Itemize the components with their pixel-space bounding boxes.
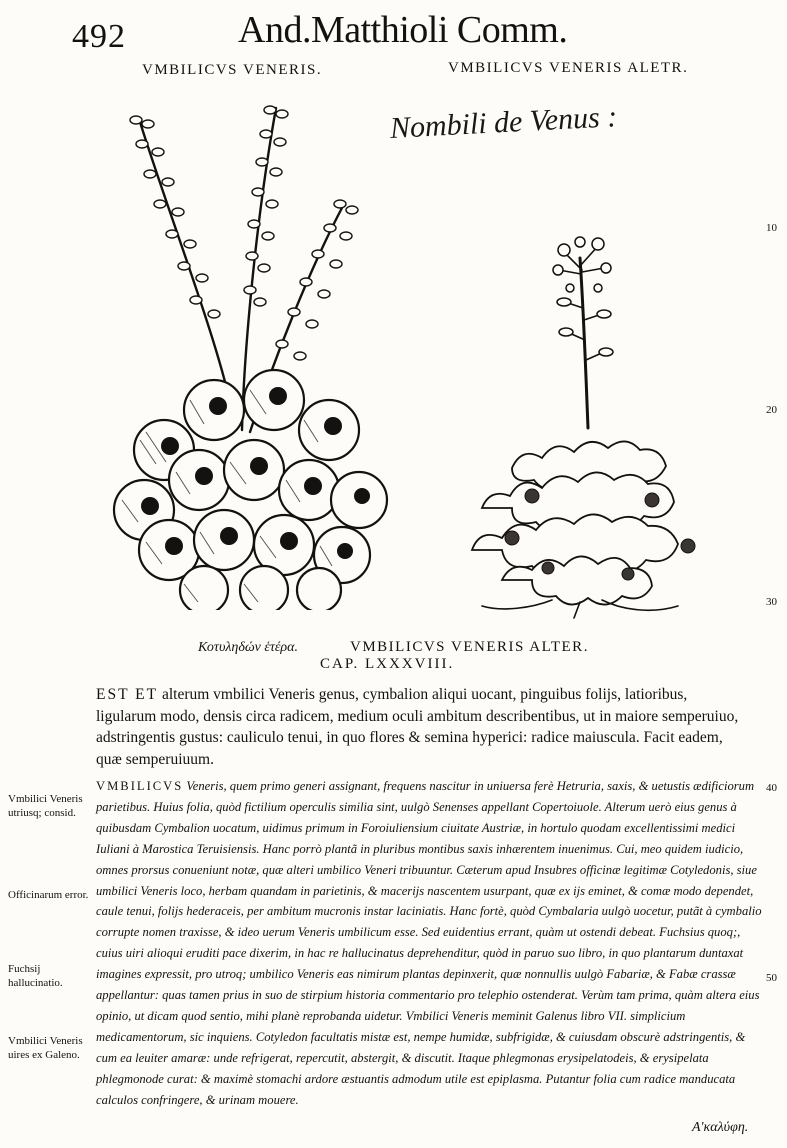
catchword: Α'καλύφη. (692, 1120, 749, 1135)
line-number-10: 10 (766, 222, 777, 234)
chapter-heading: CAP. LXXXVIII. (320, 656, 455, 672)
umbilicus-veneris-alter-illustration (452, 228, 732, 620)
sidenote-3: Fuchsij hallucinatio. (8, 963, 63, 989)
body-initial: VMBILICVS (96, 779, 184, 793)
intro-initial: EST ET (96, 686, 159, 703)
handwritten-annotation: Nombili de Venus : (389, 100, 619, 145)
sidenote-1: Vmbilici Veneris utriusq; consid. (8, 793, 83, 819)
sidenote-2: Officinarum error. (8, 889, 89, 901)
intro-paragraph (96, 684, 742, 770)
umbilicus-veneris-illustration (104, 100, 394, 610)
body-text: Veneris, quem primo generi assignant, frequens nascitur in uniuersa ferè Hetruria, saxis, & uetustis ædificiorum parietibus. Huius folia, quòd fictilium operculis similia sint, uulgò Senenses appellant Copertoiuole. Alterum uerò eius genus à quibusdam Cymbalion uocatum, uidimus primum in Foroiuliensium ciuitate Austriæ, in hortulo quodam excellentissimi medici Iuliani à Marostica Teruisiensis. Hanc porrò plantã in pluribus montibus saxis inhærentem inuenimus. Cui, meo quidem iudicio, omnes prorsus conueniunt notæ, quæ alteri umbilico Veneri tribuuntur. Cæterum apud Insubres officinæ legitimæ Cotyledonis, siue umbilici Veneris loco, herbam quandam in parietinis, & macerijs nascentem usurpant, quæ ex ijs eminet, & comæ modo dependet, caule tenui, folijs hederaceis, per ambitum mucronis instar laciniatis. Hanc fortè, quòd Cymbalaria uulgò uocetur, putãt à cymbalio corrupte nomen traxisse, & ideo uerum Veneris umbilicum esse. Sed euidentius errant, quàm ut ostendi debeat. Fuchsius quoq;, cuius uiri alioqui eruditi pace dixerim, in hac re hallucinatus deprehenditur, quòd in paruo suo libro, in quo plantarum duntaxat imagines expressit, pro utroq; umbilico Veneris eas nimirum plantas depinxerit, quæ nonnullis uulgò Fabariæ, & Fabæ crassæ appellantur: quas tamen prius in suo de stirpium historia commentario pro telephio ostenderat. Verùm tam prima, quàm altera eius opinio, ut dicam quod sentio, mihi planè reprobanda uidetur. Vmbilici Veneris meminit Galenus libro VII. simplicium medicamentorum, sic inquiens. Cotyledon facultatis mistæ est, nempe humidæ, subfrigidæ, & cuiusdam obscurè adstringentis, & cum ea leuiter amaræ: unde refrigerat, repercutit, abstergit, & discutit. Itaque phlegmonas erysipelatodeis, & erysipelata phlegmonode curat: & maximè stomachi ardore æstuantis admodum utile est epiplasma. Putantur folia cum radice manducata calculos confringere, & urinam mouere. (96, 779, 762, 1107)
line-number-20: 20 (766, 404, 777, 416)
line-number-40: 40 (766, 782, 777, 794)
commentary-body (96, 776, 762, 1111)
running-title: And.Matthioli Comm. (238, 9, 568, 51)
line-number-50: 50 (766, 972, 777, 984)
sidenote-4: Vmbilici Veneris uires ex Galeno. (8, 1035, 83, 1061)
greek-caption: Κοτυληδών ἑτέρα. (198, 640, 298, 655)
page-number: 492 (72, 18, 126, 55)
line-number-30: 30 (766, 596, 777, 608)
figure-caption-left: VMBILICVS VENERIS. (142, 62, 323, 78)
intro-text: alterum vmbilici Veneris genus, cymbalion aliqui uocant, pinguibus folijs, latioribus, ligularum modo, densis circa radicem, medium oculi ambitum describentibus, ut in maiore semperuiuo, adstringentis gustus: cauliculo tenui, in quo flores & semina hyperici: radice maiuscula. Facit eadem, quæ semperuiuum. (96, 686, 739, 768)
figure-caption-right: VMBILICVS VENERIS ALETR. (448, 60, 689, 76)
latin-caption: VMBILICVS VENERIS ALTER. (350, 639, 589, 655)
